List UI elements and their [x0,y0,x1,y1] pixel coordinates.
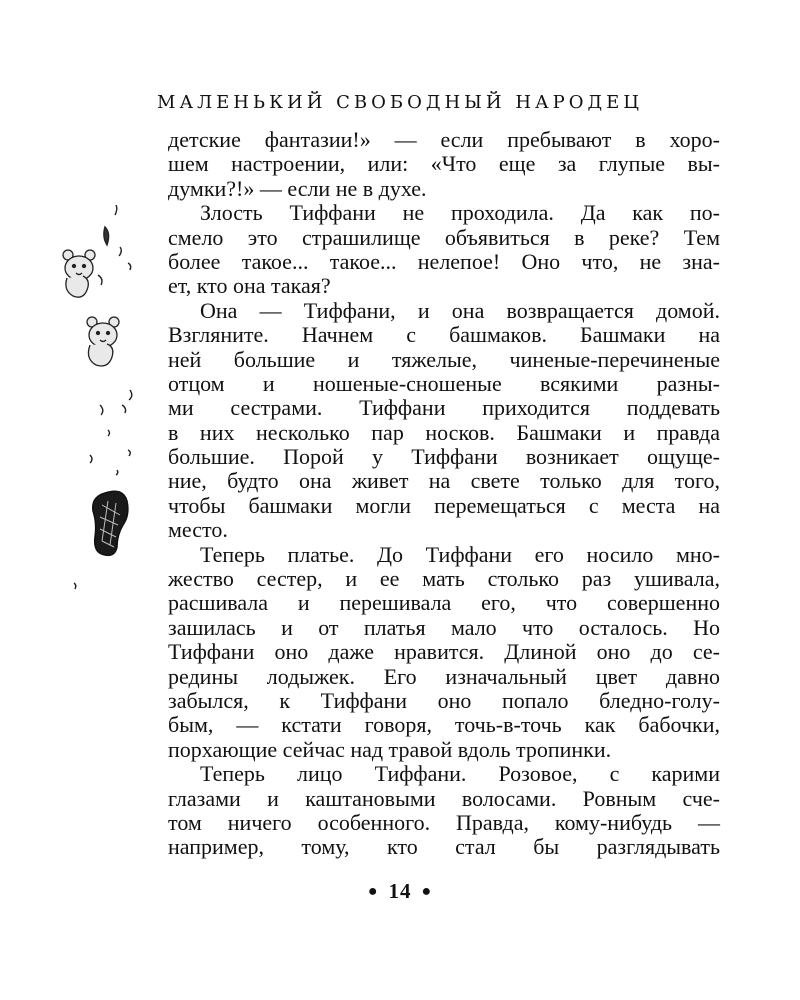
text-line: зашилась и от платья мало что осталось. Но [168,614,720,640]
bullet-icon: ● [367,883,379,900]
text-line: ми сестрами. Тиффани приходится поддевать [168,395,720,421]
text-line: порхающие сейчас над травой вдоль тропинки. [168,736,612,762]
text-line: Тиффани оно даже нравится. Длиной оно до се- [168,639,720,665]
text-line: том ничего особенного. Правда, кому-нибудь — [168,809,720,835]
text-line: более такое... такое... нелепое! Оно что, не зна- [168,248,720,274]
text-line: Теперь платье. До Тиффани его носило мно- [200,541,720,567]
text-line: Злость Тиффани не проходила. Да как по- [200,200,720,226]
text-line: редины лодыжек. Его изначальный цвет давно [168,663,720,689]
text-line: расшивала и перешивала его, что совершенно [168,590,720,616]
text-line: думки?!» — если не в духе. [168,175,427,201]
page-number [0,879,800,904]
text-line: большие. Порой у Тиффани возникает ощуще- [168,444,720,470]
text-line: например, тому, кто стал бы разглядывать [168,834,720,860]
text-line: в них несколько пар носков. Башмаки и правда [168,419,720,445]
bear-icon [87,317,119,366]
running-head: МАЛЕНЬКИЙ СВОБОДНЫЙ НАРОДЕЦ [157,92,643,113]
text-line: Взгляните. Начнем с башмаков. Башмаки на [168,322,720,348]
text-line: ет, кто она такая? [168,273,331,299]
text-line: ней большие и тяжелые, чиненые-перечиненые [168,346,720,372]
body-text [168,128,720,860]
text-line: ние, будто она живет на свете только для того, [168,468,720,494]
text-line: чтобы башмаки могли перемещаться с места на [168,492,720,518]
margin-illustration [50,205,150,595]
text-line: жество сестер, и ее мать столько раз ушивала, [168,566,720,592]
text-line: шем настроении, или: «Что еще за глупые вы- [168,151,720,177]
text-line: отцом и ношеные-сношеные всякими разны- [168,370,720,396]
page-number-value: 14 [388,879,412,903]
text-line: смело это страшилище объявиться в реке? Тем [168,224,720,250]
text-line: глазами и каштановыми волосами. Ровным сче- [168,785,720,811]
text-line: Теперь лицо Тиффани. Розовое, с карими [200,761,720,787]
text-line: забылся, к Тиффани оно попало бледно-голу- [168,687,720,713]
text-line: Она — Тиффани, и она возвращается домой. [200,297,720,323]
text-line: место. [168,517,228,543]
text-line: детские фантазии!» — если пребывают в хоро- [168,127,720,152]
text-line: бым, — кстати говоря, точь-в-точь как бабочки, [168,712,720,738]
bear-icon [63,250,95,297]
bullet-icon: ● [421,883,433,900]
boot-icon [93,491,128,555]
